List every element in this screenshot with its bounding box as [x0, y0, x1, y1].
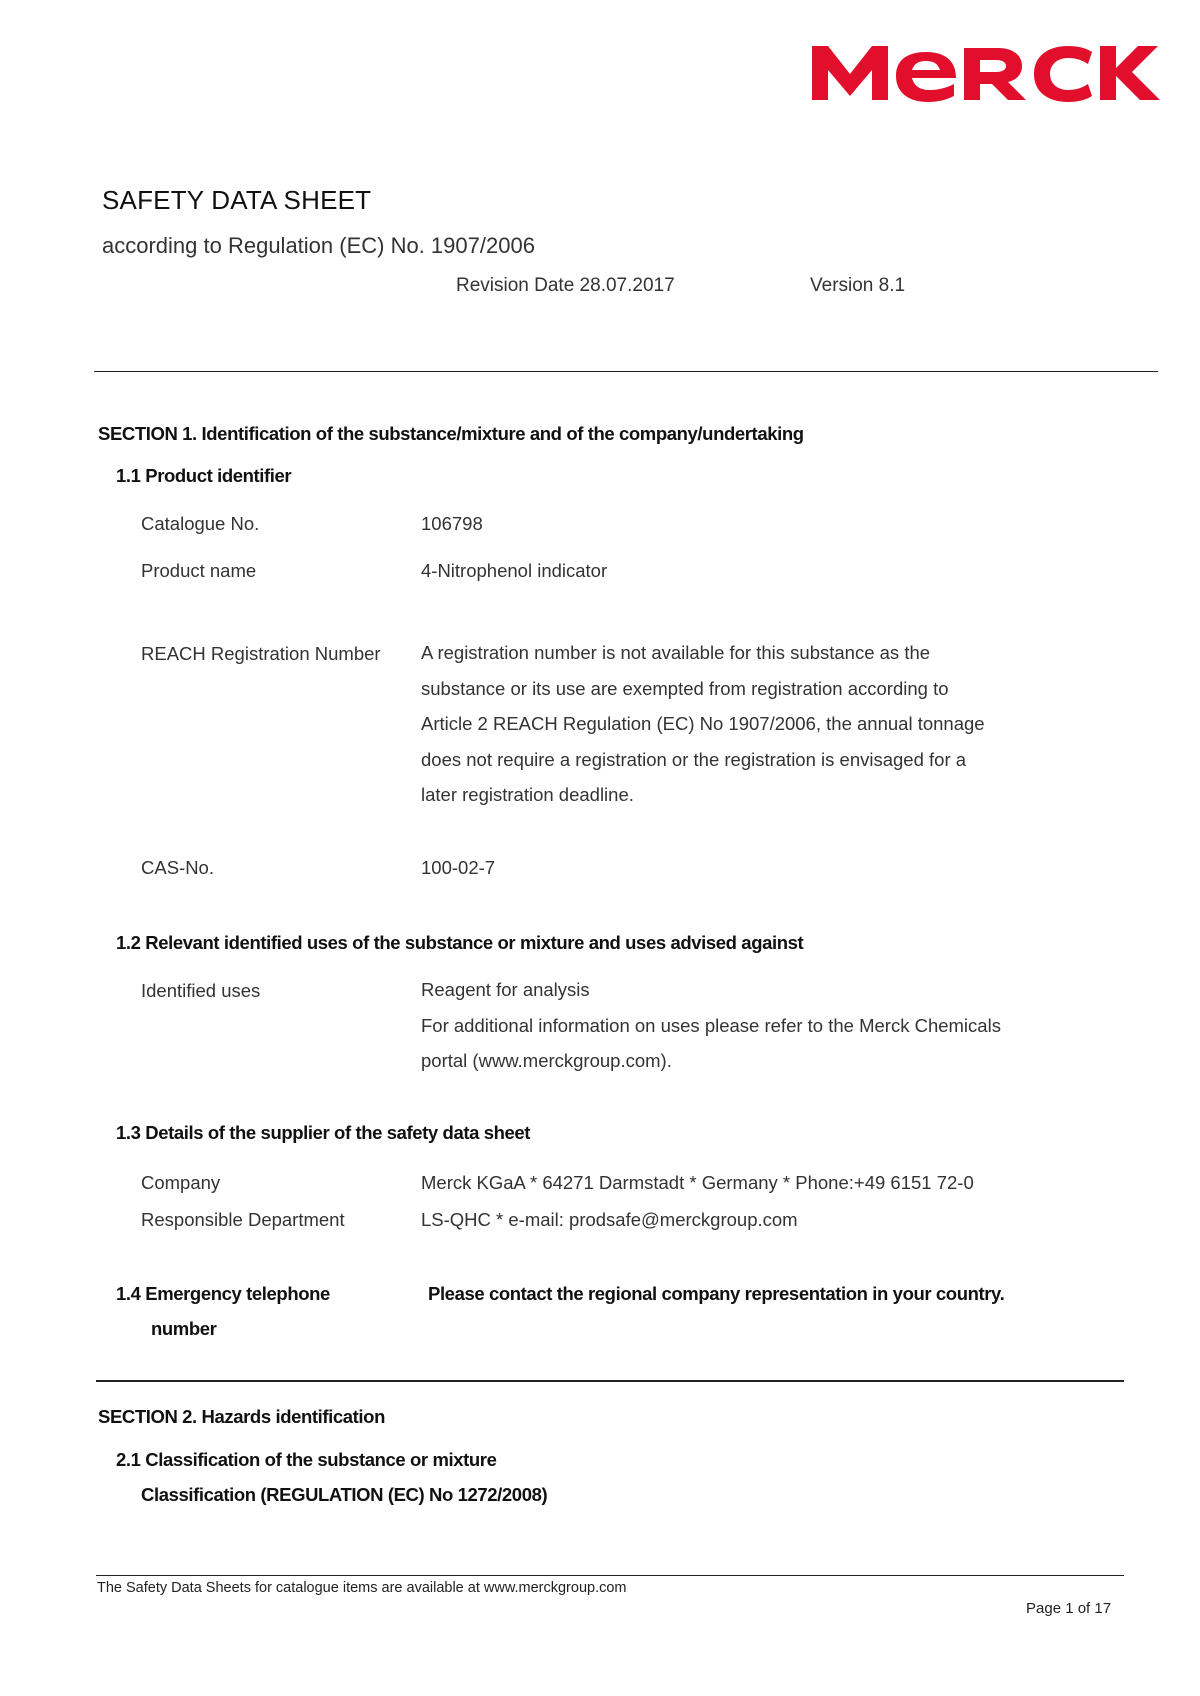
subsection-1-1-heading: 1.1 Product identifier	[116, 465, 292, 486]
reach-line: A registration number is not available for this substance as the	[421, 642, 931, 663]
merck-logo	[812, 40, 1160, 102]
product-name-value: 4-Nitrophenol indicator	[421, 560, 608, 581]
footer-divider	[96, 1575, 1124, 1576]
reach-line: later registration deadline.	[421, 784, 634, 805]
uses-line: portal (www.merckgroup.com).	[421, 1050, 672, 1071]
uses-line: For additional information on uses please refer to the Merck Chemicals	[421, 1014, 1001, 1036]
section-2-heading: SECTION 2. Hazards identification	[98, 1406, 385, 1427]
reach-line: Article 2 REACH Regulation (EC) No 1907/2006, the annual tonnage	[421, 713, 985, 734]
subsection-2-1-heading: 2.1 Classification of the substance or mixture	[116, 1449, 497, 1470]
company-label: Company	[141, 1172, 221, 1193]
identified-uses-value	[421, 972, 1061, 1079]
document-subtitle: according to Regulation (EC) No. 1907/2006	[102, 233, 535, 258]
subsection-1-4-heading: 1.4 Emergency telephone	[116, 1283, 330, 1304]
header-divider	[94, 371, 1158, 372]
subsection-1-3-heading: 1.3 Details of the supplier of the safety data sheet	[116, 1122, 531, 1143]
page-number: Page 1 of 17	[1026, 1600, 1112, 1617]
footer-note: The Safety Data Sheets for catalogue items are available at www.merckgroup.com	[97, 1580, 627, 1596]
reach-value	[421, 635, 1061, 813]
company-value: Merck KGaA * 64271 Darmstadt * Germany * Phone:+49 6151 72-0	[421, 1172, 974, 1193]
reach-line: does not require a registration or the registration is envisaged for a	[421, 748, 967, 770]
revision-date: Revision Date 28.07.2017	[456, 275, 675, 296]
emergency-contact-value: Please contact the regional company representation in your country.	[428, 1283, 1005, 1304]
department-label: Responsible Department	[141, 1209, 345, 1230]
uses-line: Reagent for analysis	[421, 979, 590, 1000]
cas-label: CAS-No.	[141, 857, 214, 878]
cas-value: 100-02-7	[421, 857, 496, 878]
catalogue-value: 106798	[421, 513, 483, 534]
version-label: Version 8.1	[810, 275, 906, 296]
section-divider	[96, 1380, 1124, 1382]
product-name-label: Product name	[141, 560, 257, 581]
subsection-1-2-heading: 1.2 Relevant identified uses of the substance or mixture and uses advised against	[116, 932, 804, 953]
reach-label: REACH Registration Number	[141, 643, 381, 664]
section-1-heading: SECTION 1. Identification of the substance/mixture and of the company/undertaking	[98, 423, 804, 444]
catalogue-label: Catalogue No.	[141, 513, 260, 534]
subsection-1-4-heading-cont: number	[151, 1318, 217, 1339]
reach-line: substance or its use are exempted from registration according to	[421, 677, 949, 699]
classification-heading: Classification (REGULATION (EC) No 1272/2008)	[141, 1484, 548, 1505]
identified-uses-label: Identified uses	[141, 980, 261, 1001]
department-value: LS-QHC * e-mail: prodsafe@merckgroup.com	[421, 1209, 798, 1230]
document-title: SAFETY DATA SHEET	[102, 185, 372, 215]
